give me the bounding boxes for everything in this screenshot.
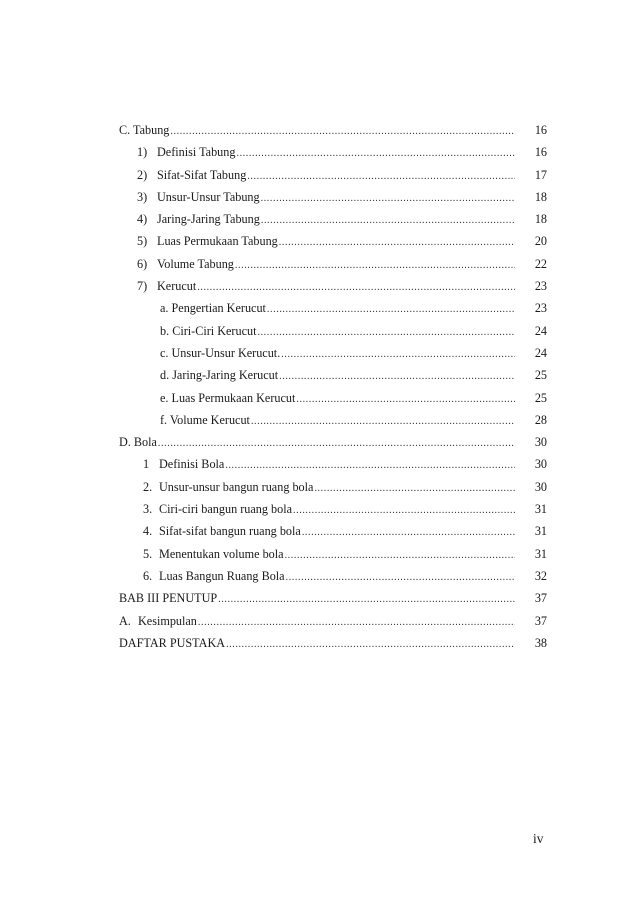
- toc-entry-label: C. Tabung: [119, 123, 170, 137]
- toc-entry[interactable]: [119, 210, 547, 229]
- dot-leader: [281, 345, 515, 364]
- toc-entry[interactable]: [119, 455, 547, 474]
- dot-leader: [285, 546, 515, 565]
- toc-entry-number: 3.: [143, 502, 153, 517]
- toc-entry-page: 31: [534, 546, 547, 561]
- dot-leader: [296, 390, 515, 409]
- toc-entry-label: BAB III PENUTUP: [119, 591, 218, 606]
- toc-entry-page: 16: [534, 145, 547, 160]
- toc-entry[interactable]: [119, 589, 547, 608]
- toc-entry-page: 16: [534, 123, 547, 137]
- toc-entry-page: 25: [534, 390, 547, 405]
- toc-entry-page: 20: [534, 234, 547, 249]
- toc-entry-label: c. Unsur-Unsur Kerucut.: [160, 345, 281, 360]
- toc-entry-number: 6): [137, 256, 148, 271]
- toc-entry[interactable]: [119, 545, 547, 564]
- toc-entry-page: 24: [534, 323, 547, 338]
- toc-entry[interactable]: [119, 366, 547, 385]
- dot-leader: [170, 122, 515, 141]
- dot-leader: [302, 523, 515, 542]
- dot-leader: [261, 189, 515, 208]
- toc-entry[interactable]: [119, 433, 547, 452]
- toc-entry-page: 38: [534, 635, 547, 650]
- toc-entry-page: 31: [534, 524, 547, 539]
- toc-entry[interactable]: [119, 612, 547, 631]
- toc-entry-page: 18: [534, 189, 547, 204]
- toc-entry[interactable]: [119, 166, 547, 185]
- dot-leader: [235, 256, 515, 275]
- dot-leader: [218, 590, 515, 609]
- dot-leader: [197, 278, 515, 297]
- toc-entry[interactable]: [119, 299, 547, 318]
- toc-entry-label: Jaring-Jaring Tabung: [157, 212, 260, 227]
- toc-entry-number: 2.: [143, 479, 153, 494]
- toc-entry[interactable]: [119, 143, 547, 162]
- toc-entry[interactable]: [119, 567, 547, 586]
- toc-entry-page: 37: [534, 613, 547, 628]
- toc-entry-label: Kesimpulan: [138, 613, 197, 628]
- toc-entry-page: 32: [534, 568, 547, 583]
- dot-leader: [261, 211, 515, 230]
- dot-leader: [226, 635, 515, 654]
- page-number: iv: [533, 831, 544, 846]
- toc-entry[interactable]: [119, 121, 547, 140]
- toc-entry[interactable]: [119, 255, 547, 274]
- dot-leader: [314, 479, 515, 498]
- table-of-contents: [119, 121, 547, 656]
- toc-entry-page: 24: [534, 345, 547, 360]
- toc-entry[interactable]: [119, 411, 547, 430]
- toc-entry-label: Unsur-unsur bangun ruang bola: [159, 479, 314, 494]
- toc-entry[interactable]: [119, 344, 547, 363]
- dot-leader: [286, 568, 515, 587]
- toc-entry-page: 30: [534, 479, 547, 494]
- toc-entry-label: Definisi Bola: [159, 457, 225, 472]
- toc-entry-number: 4.: [143, 524, 153, 539]
- toc-entry-page: 37: [534, 591, 547, 606]
- toc-entry-page: 22: [534, 256, 547, 271]
- dot-leader: [247, 167, 515, 186]
- toc-entry-number: 5): [137, 234, 148, 249]
- dot-leader: [225, 456, 515, 475]
- dot-leader: [267, 300, 515, 319]
- toc-entry-label: Luas Permukaan Tabung: [157, 234, 278, 249]
- toc-entry-label: Ciri-ciri bangun ruang bola: [159, 502, 293, 517]
- toc-entry-label: Volume Tabung: [157, 256, 234, 271]
- toc-entry-number: 1: [143, 457, 150, 472]
- toc-entry-label: d. Jaring-Jaring Kerucut: [160, 368, 279, 383]
- toc-entry-label: Luas Bangun Ruang Bola: [159, 568, 285, 583]
- toc-entry-label: DAFTAR PUSTAKA: [119, 635, 226, 650]
- toc-entry[interactable]: [119, 188, 547, 207]
- toc-entry-label: e. Luas Permukaan Kerucut: [160, 390, 296, 405]
- toc-entry-label: D. Bola: [119, 435, 157, 450]
- toc-entry[interactable]: [119, 634, 547, 653]
- toc-entry[interactable]: [119, 322, 547, 341]
- toc-entry[interactable]: [119, 389, 547, 408]
- toc-entry-label: Unsur-Unsur Tabung: [157, 189, 260, 204]
- toc-entry-label: Menentukan volume bola: [159, 546, 284, 561]
- toc-entry-number: 7): [137, 279, 148, 294]
- toc-entry-label: a. Pengertian Kerucut: [160, 301, 266, 316]
- toc-entry[interactable]: [119, 522, 547, 541]
- dot-leader: [279, 367, 515, 386]
- dot-leader: [251, 412, 515, 431]
- dot-leader: [236, 144, 515, 163]
- dot-leader: [279, 233, 515, 252]
- toc-entry-number: 3): [137, 189, 148, 204]
- toc-entry-number: A.: [119, 613, 131, 628]
- toc-entry[interactable]: [119, 500, 547, 519]
- dot-leader: [293, 501, 515, 520]
- toc-entry-page: 30: [534, 457, 547, 472]
- toc-entry-label: Kerucut: [157, 279, 197, 294]
- toc-entry-page: 31: [534, 502, 547, 517]
- toc-entry-page: 25: [534, 368, 547, 383]
- toc-entry-label: Sifat-Sifat Tabung: [157, 167, 247, 182]
- toc-entry[interactable]: [119, 478, 547, 497]
- toc-entry-page: 23: [534, 301, 547, 316]
- toc-entry[interactable]: [119, 232, 547, 251]
- toc-entry-number: 6.: [143, 568, 153, 583]
- toc-entry-page: 30: [534, 435, 547, 450]
- dot-leader: [198, 613, 515, 632]
- toc-entry-number: 5.: [143, 546, 153, 561]
- toc-entry-label: Sifat-sifat bangun ruang bola: [159, 524, 301, 539]
- toc-entry-number: 1): [137, 145, 148, 160]
- toc-entry-label: f. Volume Kerucut: [160, 412, 250, 427]
- toc-entry-label: b. Ciri-Ciri Kerucut: [160, 323, 257, 338]
- dot-leader: [158, 434, 515, 453]
- toc-entry[interactable]: [119, 277, 547, 296]
- toc-entry-page: 18: [534, 212, 547, 227]
- toc-entry-page: 17: [534, 167, 547, 182]
- toc-entry-number: 4): [137, 212, 148, 227]
- toc-entry-label: Definisi Tabung: [157, 145, 236, 160]
- dot-leader: [257, 323, 515, 342]
- toc-entry-page: 28: [534, 412, 547, 427]
- toc-entry-page: 23: [534, 279, 547, 294]
- toc-entry-number: 2): [137, 167, 148, 182]
